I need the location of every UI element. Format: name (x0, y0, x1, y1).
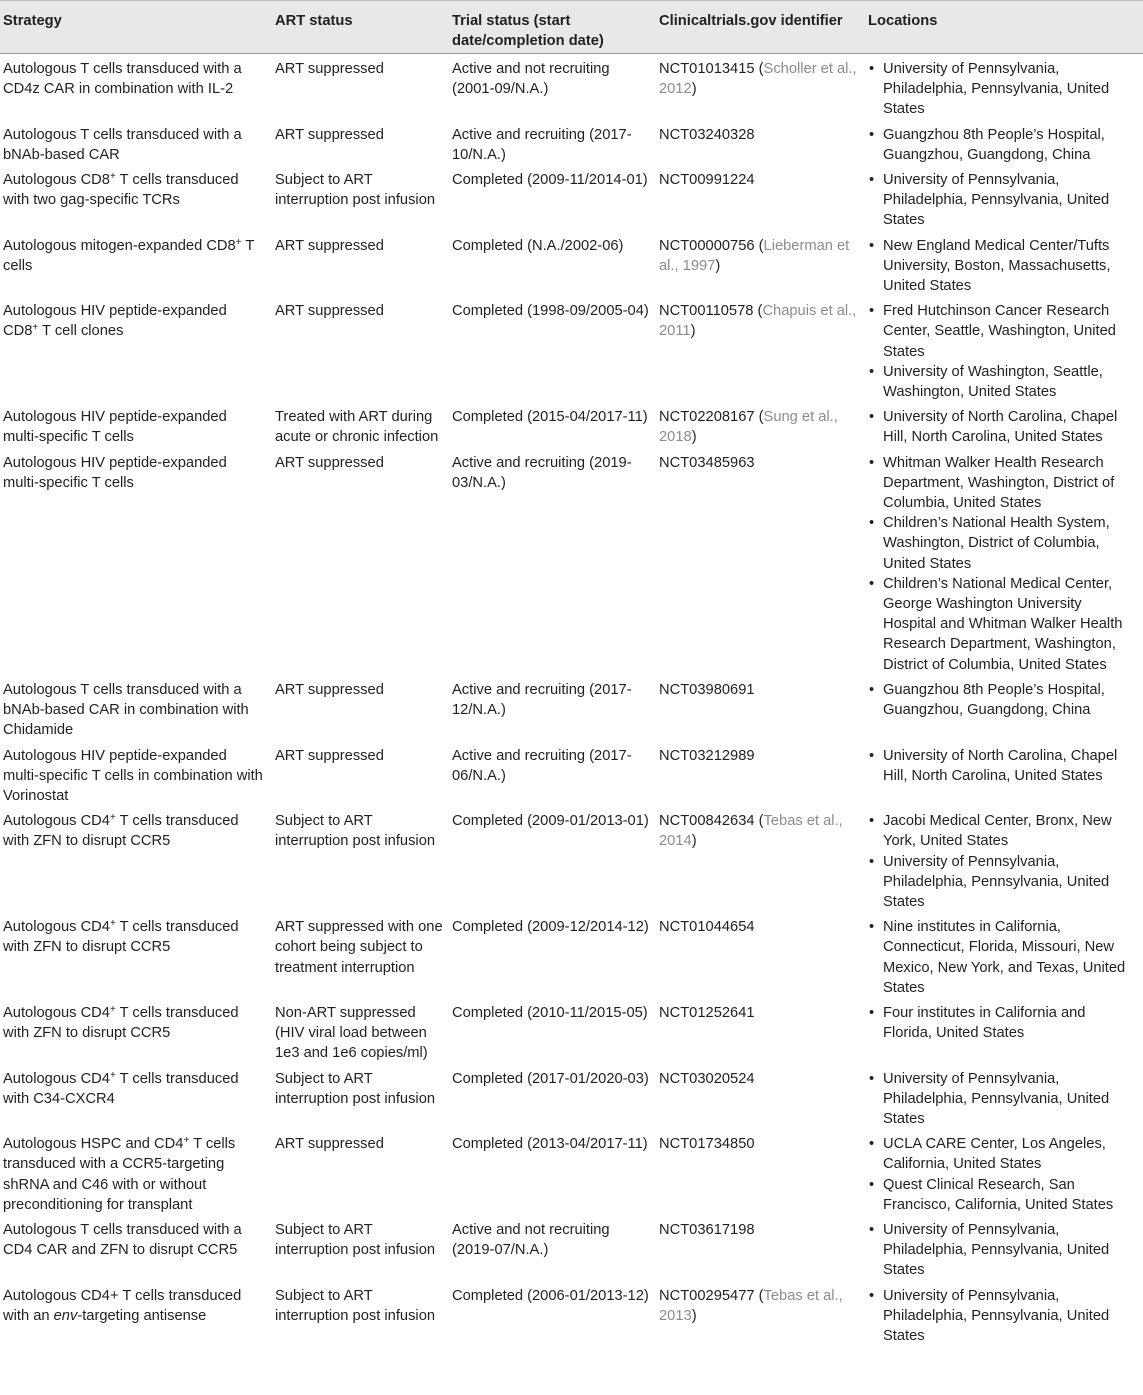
strategy-text: T cells transduced with ZFN to disrupt CCR5 (3, 813, 239, 850)
location-list (868, 301, 1137, 402)
art-status-cell: ART suppressed (275, 303, 384, 320)
strategy-superscript: + (109, 1003, 116, 1015)
strategy-cell (0, 806, 272, 912)
identifier-cell: NCT00000756 (Lieberman et al., 1997) (659, 237, 850, 274)
table-row (0, 1215, 1143, 1281)
art-status-cell: Subject to ART interruption post infusion (275, 172, 436, 209)
identifier-cell (656, 165, 865, 231)
art-status-cell: ART suppressed (275, 126, 384, 143)
location-item: • Nine institutes in California, Connecticut, Florida, Missouri, New Mexico, New York, and Texas, United States (868, 917, 1137, 998)
trial-status-cell: Completed (2017-01/2020-03) (452, 1070, 649, 1087)
strategy-text: Autologous HIV peptide-expanded multi-specific T cells in combination with Vorinostat (3, 747, 263, 804)
strategy-text: T cells (3, 237, 255, 274)
trial-status-cell: Active and recruiting (2017-10/N.A.) (452, 126, 632, 163)
strategy-text: Autologous HSPC and CD4 (3, 1136, 184, 1153)
trial-status-cell: Active and recruiting (2019-03/N.A.) (452, 454, 632, 491)
strategy-text: T cells transduced with C34-CXCR4 (3, 1070, 239, 1107)
nct-identifier: NCT00295477 (659, 1287, 755, 1304)
trial-status-cell: Active and not recruiting (2019-07/N.A.) (452, 1221, 610, 1259)
strategy-text: Autologous CD4 (3, 1070, 110, 1087)
strategy-text: T cell clones (38, 323, 124, 340)
locations-cell (865, 741, 1143, 807)
nct-identifier: NCT01013415 (659, 61, 755, 77)
location-list (868, 1286, 1137, 1347)
strategy-superscript: + (109, 1069, 116, 1081)
nct-identifier: NCT01734850 (659, 1136, 755, 1153)
strategy-text: Autologous mitogen-expanded CD8 (3, 237, 236, 254)
locations-cell (865, 912, 1143, 998)
nct-identifier: NCT02208167 (659, 409, 755, 426)
location-list (868, 1069, 1137, 1130)
nct-identifier: NCT00110578 (659, 303, 754, 320)
trial-status-cell: Active and not recruiting (2001-09/N.A.) (452, 61, 610, 98)
strategy-text: Autologous CD4 (3, 919, 110, 936)
location-item: • University of Pennsylvania, Philadelphia, Pennsylvania, United States (868, 1069, 1137, 1130)
art-status-cell: ART suppressed (275, 454, 384, 471)
locations-cell (865, 1129, 1143, 1215)
header-art-status: ART status (272, 1, 449, 54)
locations-cell (865, 54, 1143, 120)
trial-status-cell: Completed (2009-11/2014-01) (452, 172, 648, 189)
location-item: • University of Pennsylvania, Philadelphia, Pennsylvania, United States (868, 170, 1137, 231)
table-row (0, 806, 1143, 912)
strategy-text: Autologous T cells transduced with a CD4z CAR in combination with IL-2 (3, 61, 242, 98)
nct-identifier: NCT00991224 (659, 172, 755, 189)
trial-status-cell: Completed (2009-12/2014-12) (452, 919, 649, 936)
identifier-cell (656, 675, 865, 741)
locations-cell (865, 165, 1143, 231)
location-list (868, 407, 1137, 447)
table-row (0, 296, 1143, 402)
table-row (0, 1129, 1143, 1215)
strategy-cell (0, 165, 272, 231)
location-item: • Children’s National Health System, Washington, District of Columbia, United States (868, 513, 1137, 574)
nct-identifier: NCT03980691 (659, 681, 755, 698)
strategy-italic: env (53, 1307, 78, 1324)
table-row (0, 231, 1143, 297)
strategy-cell (0, 1215, 272, 1281)
nct-identifier: NCT01252641 (659, 1004, 755, 1021)
location-item: • Jacobi Medical Center, Bronx, New York, United States (868, 811, 1137, 851)
strategy-cell (0, 912, 272, 998)
strategy-cell (0, 675, 272, 741)
strategy-text: Autologous HIV peptide-expanded CD8 (3, 303, 227, 340)
strategy-cell (0, 1064, 272, 1130)
location-list (868, 1134, 1137, 1215)
locations-cell (865, 402, 1143, 447)
location-item: • Fred Hutchinson Cancer Research Center, Seattle, Washington, United States (868, 301, 1137, 362)
strategy-superscript: + (235, 236, 242, 248)
location-list (868, 917, 1137, 998)
locations-cell (865, 998, 1143, 1064)
strategy-cell (0, 998, 272, 1064)
art-status-cell: Subject to ART interruption post infusion (275, 1070, 436, 1107)
art-status-cell: ART suppressed (275, 747, 384, 764)
trial-status-cell: Completed (2009-01/2013-01) (452, 813, 649, 830)
location-item: • Children’s National Medical Center, George Washington University Hospital and Whitman Walker Health Research Department, Washington, District of Columbia, United States (868, 574, 1137, 675)
strategy-text: Autologous HIV peptide-expanded multi-specific T cells (3, 409, 227, 446)
strategy-cell (0, 741, 272, 807)
identifier-cell: NCT02208167 (Sung et al., 2018) (659, 409, 838, 446)
strategy-superscript: + (183, 1135, 190, 1147)
strategy-cell (0, 231, 272, 297)
trial-status-cell: Completed (2013-04/2017-11) (452, 1136, 648, 1153)
identifier-cell (656, 912, 865, 998)
strategy-cell (0, 1129, 272, 1215)
identifier-cell (656, 998, 865, 1064)
nct-identifier: NCT03212989 (659, 747, 755, 764)
location-item: • University of Pennsylvania, Philadelphia, Pennsylvania, United States (868, 1220, 1137, 1281)
header-trial-status: Trial status (start date/completion date) (449, 1, 656, 54)
art-status-cell: ART suppressed (275, 1136, 384, 1153)
location-item: • University of North Carolina, Chapel Hill, North Carolina, United States (868, 407, 1137, 447)
table-row (0, 120, 1143, 165)
art-status-cell: Treated with ART during acute or chronic infection (275, 409, 439, 446)
locations-cell (865, 120, 1143, 165)
locations-cell (865, 806, 1143, 912)
identifier-cell (656, 448, 865, 675)
table-header (0, 1, 1143, 54)
reference-link[interactable]: Scholler et al., 2012 (659, 61, 857, 98)
strategy-text: Autologous CD4 (3, 813, 110, 830)
art-status-cell: ART suppressed (275, 681, 384, 698)
location-item: • UCLA CARE Center, Los Angeles, California, United States (868, 1134, 1137, 1174)
locations-cell (865, 1281, 1143, 1347)
identifier-cell (656, 1129, 865, 1215)
strategy-cell (0, 296, 272, 402)
table-row (0, 675, 1143, 741)
strategy-text: Autologous HIV peptide-expanded multi-specific T cells (3, 454, 227, 491)
strategy-text: Autologous CD8 (3, 172, 110, 189)
nct-identifier: NCT03485963 (659, 454, 755, 471)
art-status-cell: ART suppressed with one cohort being subject to treatment interruption (275, 919, 443, 976)
location-list (868, 170, 1137, 231)
identifier-cell: NCT01013415 (Scholler et al., 2012) (659, 61, 857, 98)
strategy-cell (0, 402, 272, 447)
location-list (868, 236, 1137, 297)
reference-link[interactable]: Tebas et al., 2014 (659, 813, 843, 850)
nct-identifier: NCT00000756 (659, 237, 755, 254)
location-item: • Whitman Walker Health Research Department, Washington, District of Columbia, United States (868, 453, 1137, 514)
location-item: • Guangzhou 8th People’s Hospital, Guangzhou, Guangdong, China (868, 680, 1137, 720)
nct-identifier: NCT03020524 (659, 1070, 755, 1087)
table-row (0, 1064, 1143, 1130)
table-row (0, 912, 1143, 998)
trial-status-cell: Completed (2010-11/2015-05) (452, 1004, 648, 1021)
strategy-text: T cells transduced with a CCR5-targeting shRNA and C46 with or without preconditioning for transplant (3, 1136, 236, 1213)
strategy-text: T cells transduced with two gag-specific TCRs (3, 172, 239, 209)
strategy-cell (0, 448, 272, 675)
trial-status-cell: Completed (1998-09/2005-04) (452, 303, 649, 320)
location-list (868, 1220, 1137, 1281)
location-list (868, 680, 1137, 720)
location-list (868, 746, 1137, 786)
locations-cell (865, 231, 1143, 297)
location-item: • New England Medical Center/Tufts University, Boston, Massachusetts, United States (868, 236, 1137, 297)
table-row (0, 1281, 1143, 1347)
reference-link[interactable]: Sung et al., 2018 (659, 409, 838, 446)
strategy-superscript: + (32, 322, 39, 334)
trial-status-cell: Active and recruiting (2017-12/N.A.) (452, 681, 632, 719)
table-row (0, 998, 1143, 1064)
strategy-text: Autologous T cells transduced with a bNAb-based CAR (3, 126, 242, 163)
nct-identifier: NCT03240328 (659, 126, 755, 143)
nct-identifier: NCT03617198 (659, 1221, 755, 1238)
header-row (0, 1, 1143, 54)
strategy-superscript: + (109, 171, 116, 183)
strategy-text: Autologous CD4+ T cells transduced with an (3, 1287, 242, 1324)
location-list (868, 125, 1137, 165)
strategy-cell (0, 1281, 272, 1347)
table-row (0, 165, 1143, 231)
location-item: • Guangzhou 8th People’s Hospital, Guangzhou, Guangdong, China (868, 125, 1137, 165)
art-status-cell: Non-ART suppressed (HIV viral load between 1e3 and 1e6 copies/ml) (275, 1004, 428, 1062)
header-identifier: Clinicaltrials.gov identifier (656, 1, 865, 54)
location-list (868, 811, 1137, 912)
nct-identifier: NCT00842634 (659, 813, 755, 830)
strategy-superscript: + (109, 918, 116, 930)
strategy-text: Autologous CD4 (3, 1004, 110, 1021)
strategy-cell (0, 120, 272, 165)
header-locations: Locations (865, 1, 1143, 54)
art-status-cell: Subject to ART interruption post infusion (275, 1287, 436, 1324)
location-item: • Quest Clinical Research, San Francisco, California, United States (868, 1175, 1137, 1215)
strategy-text: T cells transduced with ZFN to disrupt CCR5 (3, 919, 239, 956)
identifier-cell (656, 1215, 865, 1281)
art-status-cell: ART suppressed (275, 237, 384, 254)
reference-link[interactable]: Chapuis et al., 2011 (659, 303, 857, 340)
location-item: • University of Washington, Seattle, Washington, United States (868, 362, 1137, 402)
art-status-cell: Subject to ART interruption post infusion (275, 813, 436, 850)
location-item: • University of North Carolina, Chapel Hill, North Carolina, United States (868, 746, 1137, 786)
identifier-cell: NCT00110578 (Chapuis et al., 2011) (659, 303, 857, 340)
location-item: • University of Pennsylvania, Philadelphia, Pennsylvania, United States (868, 1286, 1137, 1347)
strategy-text: Autologous T cells transduced with a bNAb-based CAR in combination with Chidamide (3, 681, 249, 739)
location-list (868, 1003, 1137, 1043)
strategy-superscript: + (109, 812, 116, 824)
location-item: • Four institutes in California and Florida, United States (868, 1003, 1137, 1043)
reference-link[interactable]: Tebas et al., 2013 (659, 1287, 843, 1324)
strategy-cell (0, 54, 272, 120)
table-row (0, 54, 1143, 120)
locations-cell (865, 1064, 1143, 1130)
locations-cell (865, 448, 1143, 675)
strategy-text: Autologous T cells transduced with a CD4 CAR and ZFN to disrupt CCR5 (3, 1221, 242, 1259)
identifier-cell: NCT00842634 (Tebas et al., 2014) (659, 813, 843, 850)
art-status-cell: Subject to ART interruption post infusion (275, 1221, 436, 1259)
trial-status-cell: Active and recruiting (2017-06/N.A.) (452, 747, 632, 784)
location-item: • University of Pennsylvania, Philadelphia, Pennsylvania, United States (868, 852, 1137, 913)
trial-status-cell: Completed (2006-01/2013-12) (452, 1287, 649, 1304)
locations-cell (865, 675, 1143, 741)
locations-cell (865, 1215, 1143, 1281)
trial-status-cell: Completed (2015-04/2017-11) (452, 409, 648, 426)
strategy-text: -targeting antisense (77, 1307, 207, 1324)
identifier-cell (656, 741, 865, 807)
reference-link[interactable]: Lieberman et al., 1997 (659, 237, 850, 274)
locations-cell (865, 296, 1143, 402)
location-item: • University of Pennsylvania, Philadelphia, Pennsylvania, United States (868, 59, 1137, 120)
identifier-cell (656, 1064, 865, 1130)
identifier-cell (656, 120, 865, 165)
table-body (0, 54, 1143, 1347)
location-list (868, 59, 1137, 120)
strategy-text: T cells transduced with ZFN to disrupt CCR5 (3, 1004, 239, 1042)
location-list (868, 453, 1137, 675)
table-row (0, 741, 1143, 807)
art-status-cell: ART suppressed (275, 61, 384, 77)
identifier-cell: NCT00295477 (Tebas et al., 2013) (659, 1287, 843, 1324)
header-strategy: Strategy (0, 1, 272, 54)
trial-status-cell: Completed (N.A./2002-06) (452, 237, 624, 254)
table-row (0, 402, 1143, 447)
nct-identifier: NCT01044654 (659, 919, 755, 936)
table-row (0, 448, 1143, 675)
